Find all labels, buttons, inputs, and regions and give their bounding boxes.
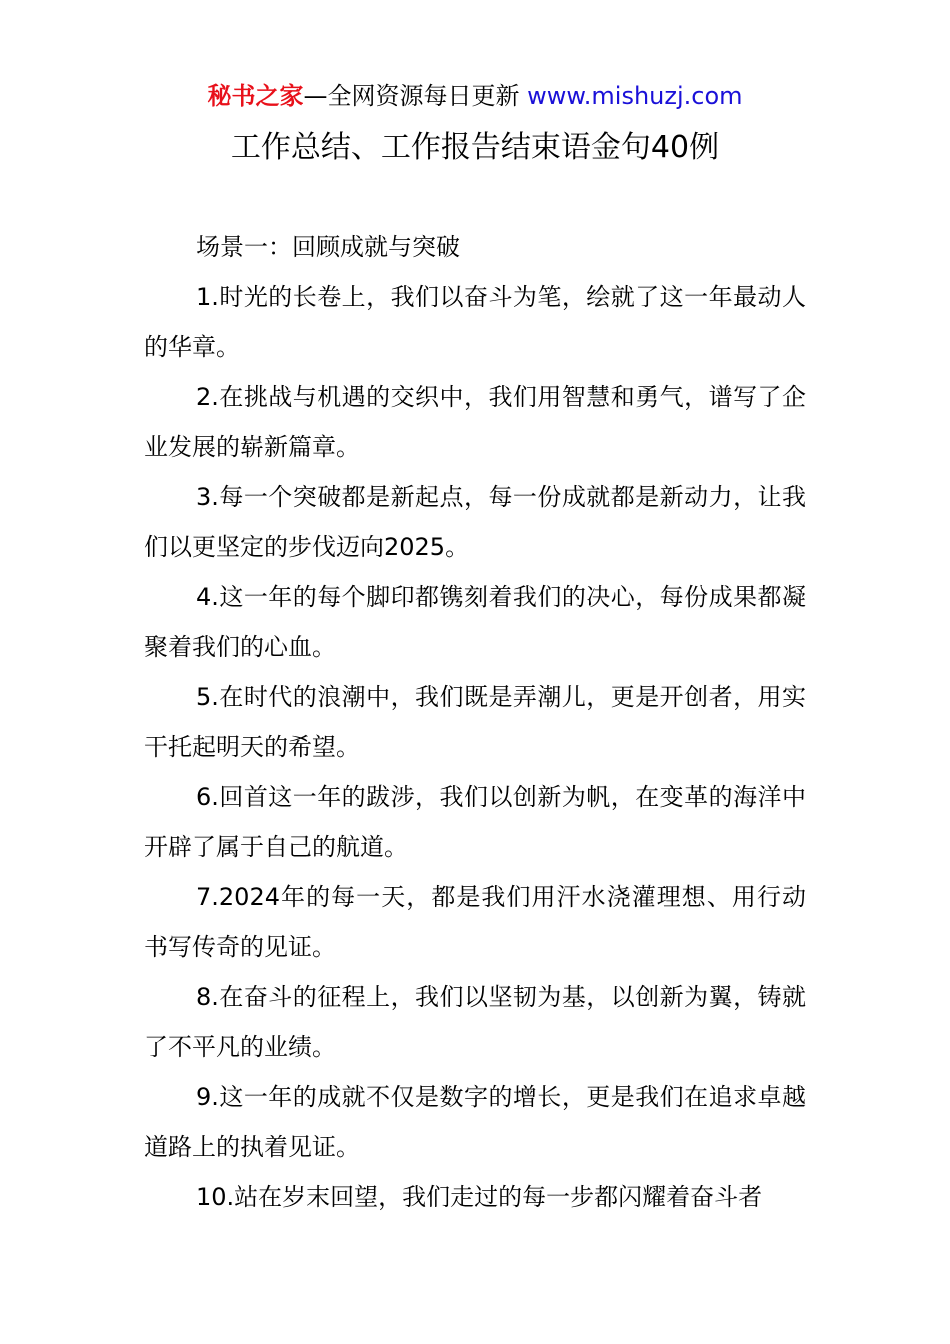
document-title: 工作总结、工作报告结束语金句40例	[230, 130, 720, 165]
list-item: 10.站在岁末回望，我们走过的每一步都闪耀着奋斗者	[196, 1183, 763, 1211]
brand-name: 秘书之家	[207, 82, 304, 110]
list-item: 1.时光的长卷上，我们以奋斗为笔，绘就了这一年最动人的华章。	[144, 283, 806, 361]
list-item: 3.每一个突破都是新起点，每一份成就都是新动力，让我们以更坚定的步伐迈向2025。	[144, 483, 806, 561]
page-header	[0, 80, 950, 112]
list-item: 5.在时代的浪潮中，我们既是弄潮儿，更是开创者，用实干托起明天的希望。	[144, 683, 806, 761]
header-tagline: —全网资源每日更新	[303, 82, 520, 110]
list-item: 7.2024年的每一天，都是我们用汗水浇灌理想、用行动书写传奇的见证。	[144, 883, 806, 961]
list-item: 4.这一年的每个脚印都镌刻着我们的决心，每份成果都凝聚着我们的心血。	[144, 583, 806, 661]
list-item: 6.回首这一年的跋涉，我们以创新为帆，在变革的海洋中开辟了属于自己的航道。	[144, 783, 806, 861]
website-link[interactable]: www.mishuzj.com	[527, 82, 743, 110]
list-item: 9.这一年的成就不仅是数字的增长，更是我们在追求卓越道路上的执着见证。	[144, 1083, 806, 1161]
list-item: 2.在挑战与机遇的交织中，我们用智慧和勇气，谱写了企业发展的崭新篇章。	[144, 383, 806, 461]
document-body	[144, 222, 806, 1222]
section-heading: 场景一：回顾成就与突破	[196, 233, 460, 261]
list-item: 8.在奋斗的征程上，我们以坚韧为基，以创新为翼，铸就了不平凡的业绩。	[144, 983, 806, 1061]
